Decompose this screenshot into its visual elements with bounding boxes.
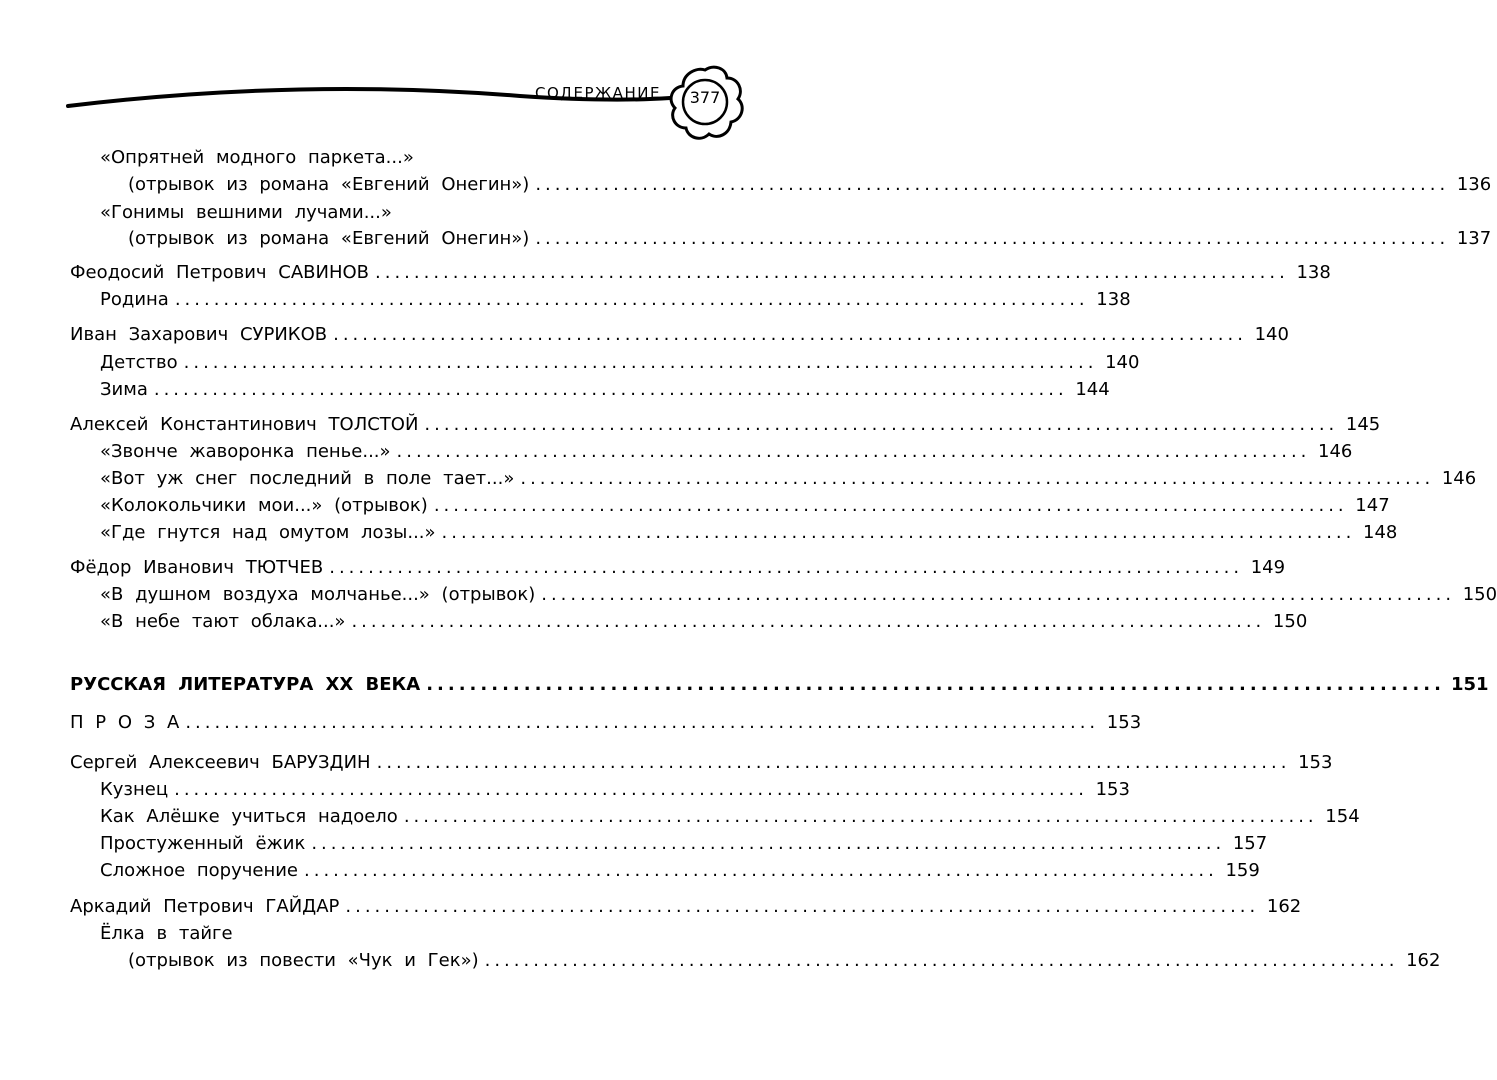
toc-entry [100, 520, 1398, 546]
toc-entry-title: «Звонче жаворонка пенье...» [100, 441, 391, 462]
toc-entry-page: 150 [1462, 584, 1497, 605]
toc-leader-dots: .............................................................................................. [424, 414, 1339, 435]
toc-entry-title: «Колокольчики мои...» (отрывок) [100, 495, 428, 516]
toc-leader-dots: .............................................................................................. [174, 779, 1088, 800]
toc-leader-dots: .............................................................................................. [304, 860, 1218, 881]
toc-entry [70, 412, 1381, 438]
toc-author: Сергей Алексеевич БАРУЗДИН [70, 752, 371, 773]
toc-leader-dots: .............................................................................................. [351, 611, 1266, 632]
toc-leader-dots: .............................................................................................. [329, 557, 1244, 578]
toc-author: Фёдор Иванович ТЮТЧЕВ [70, 557, 324, 578]
toc-entry-title: Ёлка в тайге [100, 923, 233, 944]
toc-subsection-title: П Р О З А [70, 712, 180, 733]
toc-entry [70, 260, 1331, 286]
toc-entry-page: 138 [1096, 289, 1131, 310]
toc-leader-dots: .............................................................................................. [185, 712, 1100, 733]
toc-entry-title: Как Алёшке учиться надоело [100, 806, 398, 827]
toc-entry-title: (отрывок из романа «Евгений Онегин») [128, 174, 530, 195]
toc-entry [100, 466, 1477, 492]
toc-entry-title: (отрывок из романа «Евгений Онегин») [128, 228, 530, 249]
toc-leader-dots: .............................................................................................. [441, 522, 1356, 543]
toc-entry-page: 146 [1318, 441, 1353, 462]
toc-entry-page: 136 [1456, 174, 1492, 195]
toc-entry-page: 150 [1272, 611, 1308, 632]
toc-leader-dots: .............................................................................................. [403, 806, 1318, 827]
toc-entry [100, 921, 700, 947]
toc-author: Иван Захарович СУРИКОВ [70, 324, 328, 345]
toc-section-heading [70, 672, 1489, 698]
toc-entry [100, 287, 1131, 313]
toc-leader-dots: .............................................................................................. [153, 379, 1068, 400]
toc-entry-page: 140 [1254, 324, 1289, 345]
toc-entry-title: Кузнец [100, 779, 169, 800]
toc-entry-page: 148 [1363, 522, 1398, 543]
page-number: 377 [689, 88, 721, 107]
toc-entry [100, 858, 1260, 884]
toc-entry-title: «Гонимы вешними лучами...» [100, 202, 392, 223]
toc-entry [100, 831, 1268, 857]
toc-entry-page: 149 [1250, 557, 1286, 578]
toc-entry [100, 377, 1110, 403]
toc-entry-title: Зима [100, 379, 148, 400]
toc-entry-title: «В небе тают облака...» [100, 611, 346, 632]
toc-entry-page: 151 [1450, 674, 1489, 695]
toc-leader-dots: .............................................................................................. [311, 833, 1226, 854]
toc-entry [128, 226, 1492, 252]
toc-leader-dots: .............................................................................................. [433, 495, 1348, 516]
toc-entry-page: 162 [1406, 950, 1441, 971]
toc-entry-title: «Опрятней модного паркета...» [100, 147, 414, 168]
toc-author: Феодосий Петрович САВИНОВ [70, 262, 369, 283]
toc-entry-page: 137 [1456, 228, 1492, 249]
toc-entry [100, 582, 1497, 608]
toc-entry [70, 894, 1302, 920]
toc-entry [100, 350, 1140, 376]
toc-entry-page: 154 [1325, 806, 1360, 827]
toc-leader-dots: .............................................................................................. [345, 896, 1260, 917]
toc-entry-title: «Вот уж снег последний в поле тает...» [100, 468, 515, 489]
toc-entry-page: 147 [1355, 495, 1390, 516]
page-header [0, 0, 820, 140]
toc-leader-dots: .............................................................................................. [535, 228, 1450, 249]
toc-entry-page: 153 [1298, 752, 1333, 773]
toc-entry-page: 138 [1296, 262, 1331, 283]
toc-entry [70, 555, 1286, 581]
toc-subsection-heading [70, 710, 1142, 736]
toc-entry-title: Родина [100, 289, 169, 310]
toc-leader-dots: .............................................................................................. [426, 674, 1445, 695]
toc-leader-dots: .............................................................................................. [535, 174, 1450, 195]
toc-section-title: РУССКАЯ ЛИТЕРАТУРА XX ВЕКА [70, 674, 421, 695]
toc-entry-page: 162 [1266, 896, 1302, 917]
toc-entry-title: «Где гнутся над омутом лозы...» [100, 522, 436, 543]
toc-entry-title: (отрывок из повести «Чук и Гек») [128, 950, 479, 971]
toc-entry [100, 609, 1308, 635]
toc-entry [100, 777, 1130, 803]
toc-entry [100, 439, 1353, 465]
toc-entry [100, 493, 1390, 519]
toc-leader-dots: .............................................................................................. [174, 289, 1089, 310]
toc-author: Аркадий Петрович ГАЙДАР [70, 896, 340, 917]
toc-entry [70, 322, 1289, 348]
toc-leader-dots: .............................................................................................. [520, 468, 1435, 489]
toc-leader-dots: .............................................................................................. [183, 352, 1098, 373]
toc-entry [128, 172, 1492, 198]
toc-entry-page: 153 [1095, 779, 1130, 800]
toc-entry [100, 200, 700, 226]
toc-entry-title: Детство [100, 352, 178, 373]
toc-leader-dots: .............................................................................................. [333, 324, 1247, 345]
section-title: СОДЕРЖАНИЕ [535, 84, 661, 102]
toc-entry [128, 948, 1441, 974]
toc-leader-dots: .............................................................................................. [541, 584, 1456, 605]
toc-entry-page: 159 [1225, 860, 1260, 881]
toc-entry-page: 153 [1106, 712, 1142, 733]
toc-entry-title: Сложное поручение [100, 860, 298, 881]
toc-entry-page: 157 [1232, 833, 1268, 854]
toc-entry [70, 750, 1333, 776]
toc-entry [100, 804, 1360, 830]
toc-leader-dots: .............................................................................................. [396, 441, 1311, 462]
toc-entry-title: Простуженный ёжик [100, 833, 306, 854]
toc-leader-dots: .............................................................................................. [376, 752, 1291, 773]
toc-entry-page: 145 [1345, 414, 1381, 435]
toc-entry-page: 146 [1441, 468, 1477, 489]
toc-entry-page: 140 [1105, 352, 1140, 373]
toc-leader-dots: .............................................................................................. [484, 950, 1399, 971]
toc-leader-dots: .............................................................................................. [375, 262, 1289, 283]
toc-entry-page: 144 [1075, 379, 1110, 400]
toc-author: Алексей Константинович ТОЛСТОЙ [70, 414, 419, 435]
toc-entry-title: «В душном воздуха молчанье...» (отрывок) [100, 584, 536, 605]
toc-entry [100, 145, 700, 171]
